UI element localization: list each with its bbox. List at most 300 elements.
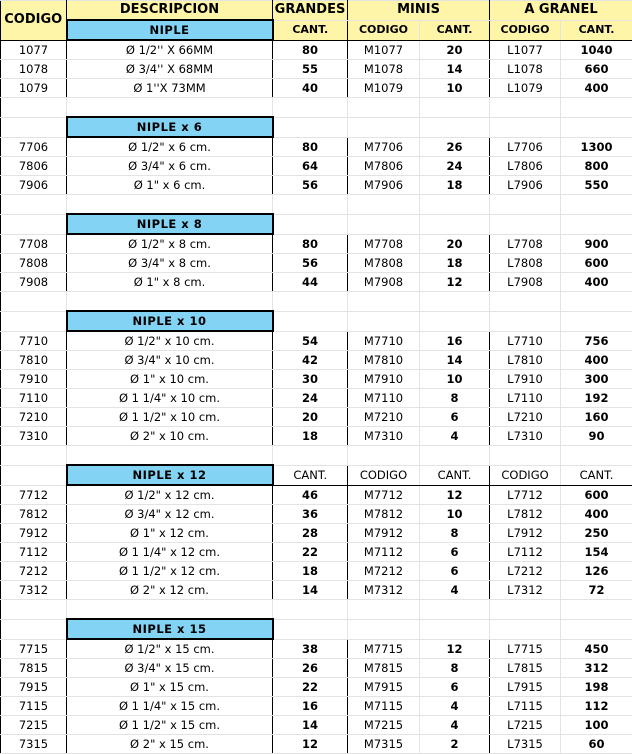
table-row: [1, 389, 632, 408]
cell-descripcion: Ø 1/2" x 6 cm.: [67, 137, 273, 157]
header-descripcion: DESCRIPCION: [67, 1, 273, 21]
cell-minis-codigo: M1077: [348, 40, 420, 60]
cell-minis-cant: 18: [420, 254, 490, 273]
section-title: NIPLE x 8: [67, 214, 273, 234]
table-row: [1, 543, 632, 562]
cell-granel-codigo: L7315: [490, 735, 561, 754]
cell-granel-cant: 900: [561, 234, 632, 254]
cell-granel-cant: 600: [561, 254, 632, 273]
table-row: [1, 137, 632, 157]
cell-granel-codigo: L7912: [490, 524, 561, 543]
cell-granel-cant: 198: [561, 678, 632, 697]
empty-cell: [348, 195, 420, 215]
table-row: [1, 659, 632, 678]
table-row: [1, 157, 632, 176]
section-title-niple: NIPLE: [67, 20, 273, 40]
empty-cell: [420, 214, 490, 234]
empty-cell: [561, 292, 632, 312]
empty-cell: [348, 311, 420, 331]
subheader-cell: CANT.: [561, 465, 632, 485]
cell-minis-codigo: M7812: [348, 505, 420, 524]
cell-codigo: 7112: [1, 543, 67, 562]
empty-cell: [490, 98, 561, 118]
table-body: [1, 1, 632, 754]
empty-cell: [561, 195, 632, 215]
cell-grandes-cant: 54: [273, 331, 348, 351]
cell-granel-codigo: L7908: [490, 273, 561, 292]
cell-grandes-cant: 22: [273, 678, 348, 697]
cell-minis-codigo: M7312: [348, 581, 420, 600]
empty-cell: [348, 446, 420, 466]
header-grandes: GRANDES: [273, 1, 348, 21]
empty-cell: [561, 446, 632, 466]
cell-descripcion: Ø 1/2" x 10 cm.: [67, 331, 273, 351]
empty-cell: [561, 619, 632, 639]
table-row: [1, 254, 632, 273]
cell-descripcion: Ø 3/4" x 12 cm.: [67, 505, 273, 524]
cell-minis-codigo: M7810: [348, 351, 420, 370]
cell-minis-codigo: M7112: [348, 543, 420, 562]
cell-codigo: 7912: [1, 524, 67, 543]
cell-granel-codigo: L7210: [490, 408, 561, 427]
section-title-row: [1, 619, 632, 639]
cell-granel-cant: 400: [561, 505, 632, 524]
empty-cell: [420, 98, 490, 118]
cell-minis-codigo: M7315: [348, 735, 420, 754]
cell-codigo: 7806: [1, 157, 67, 176]
cell-grandes-cant: 14: [273, 581, 348, 600]
cell-grandes-cant: 64: [273, 157, 348, 176]
empty-cell: [420, 292, 490, 312]
table-row: [1, 79, 632, 98]
empty-cell: [67, 446, 273, 466]
cell-codigo: 7815: [1, 659, 67, 678]
cell-granel-cant: 400: [561, 351, 632, 370]
section-title: NIPLE x 6: [67, 117, 273, 137]
cell-descripcion: Ø 1" x 10 cm.: [67, 370, 273, 389]
cell-minis-cant: 10: [420, 370, 490, 389]
empty-cell: [67, 600, 273, 620]
cell-minis-cant: 6: [420, 562, 490, 581]
cell-descripcion: Ø 1/2" x 15 cm.: [67, 639, 273, 659]
cell-minis-codigo: M7806: [348, 157, 420, 176]
cell-descripcion: Ø 1 1/2" x 15 cm.: [67, 716, 273, 735]
subheader-cell: CODIGO: [490, 465, 561, 485]
cell-descripcion: Ø 2" x 15 cm.: [67, 735, 273, 754]
cell-descripcion: Ø 1/2" x 8 cm.: [67, 234, 273, 254]
cell-minis-codigo: M7908: [348, 273, 420, 292]
empty-cell: [561, 98, 632, 118]
table-row: [1, 562, 632, 581]
cell-granel-codigo: L7112: [490, 543, 561, 562]
cell-minis-cant: 20: [420, 234, 490, 254]
cell-granel-cant: 60: [561, 735, 632, 754]
cell-granel-cant: 72: [561, 581, 632, 600]
cell-grandes-cant: 24: [273, 389, 348, 408]
empty-cell: [561, 600, 632, 620]
cell-grandes-cant: 80: [273, 234, 348, 254]
table-row: [1, 639, 632, 659]
spacer-row: [1, 195, 632, 215]
cell-minis-cant: 4: [420, 716, 490, 735]
cell-granel-cant: 100: [561, 716, 632, 735]
cell-minis-codigo: M7710: [348, 331, 420, 351]
table-row: [1, 427, 632, 446]
cell-minis-codigo: M7706: [348, 137, 420, 157]
cell-granel-cant: 312: [561, 659, 632, 678]
cell-minis-codigo: M7815: [348, 659, 420, 678]
header-codigo: CODIGO: [1, 1, 67, 41]
cell-codigo: 7710: [1, 331, 67, 351]
empty-cell: [348, 214, 420, 234]
cell-descripcion: Ø 3/4'' X 68MM: [67, 60, 273, 79]
section-title-row: [1, 311, 632, 331]
cell-descripcion: Ø 1 1/2" x 12 cm.: [67, 562, 273, 581]
cell-minis-cant: 10: [420, 505, 490, 524]
cell-descripcion: Ø 2" x 10 cm.: [67, 427, 273, 446]
cell-grandes-cant: 44: [273, 273, 348, 292]
empty-cell: [1, 292, 67, 312]
cell-granel-cant: 126: [561, 562, 632, 581]
cell-codigo: 7910: [1, 370, 67, 389]
cell-granel-cant: 450: [561, 639, 632, 659]
cell-minis-codigo: M7115: [348, 697, 420, 716]
cell-granel-codigo: L7708: [490, 234, 561, 254]
cell-granel-codigo: L7808: [490, 254, 561, 273]
cell-granel-codigo: L7706: [490, 137, 561, 157]
cell-minis-codigo: M7110: [348, 389, 420, 408]
cell-granel-cant: 250: [561, 524, 632, 543]
cell-granel-codigo: L7712: [490, 485, 561, 505]
cell-minis-cant: 12: [420, 639, 490, 659]
cell-granel-codigo: L7212: [490, 562, 561, 581]
empty-cell: [490, 214, 561, 234]
empty-cell: [348, 600, 420, 620]
cell-granel-codigo: L7710: [490, 331, 561, 351]
cell-granel-codigo: L7910: [490, 370, 561, 389]
header-row-sub: [1, 20, 632, 40]
empty-cell: [420, 117, 490, 137]
cell-minis-cant: 8: [420, 524, 490, 543]
cell-codigo: 7708: [1, 234, 67, 254]
header-grandes-cant: CANT.: [273, 20, 348, 40]
empty-cell: [1, 311, 67, 331]
cell-minis-codigo: M1079: [348, 79, 420, 98]
cell-minis-cant: 12: [420, 485, 490, 505]
cell-granel-cant: 112: [561, 697, 632, 716]
empty-cell: [1, 600, 67, 620]
empty-cell: [420, 600, 490, 620]
cell-granel-cant: 400: [561, 79, 632, 98]
empty-cell: [348, 292, 420, 312]
cell-descripcion: Ø 1" x 12 cm.: [67, 524, 273, 543]
table-row: [1, 176, 632, 195]
cell-minis-codigo: M1078: [348, 60, 420, 79]
cell-grandes-cant: 42: [273, 351, 348, 370]
cell-granel-cant: 1040: [561, 40, 632, 60]
empty-cell: [490, 292, 561, 312]
cell-grandes-cant: 20: [273, 408, 348, 427]
cell-codigo: 7712: [1, 485, 67, 505]
table-row: [1, 716, 632, 735]
cell-minis-cant: 6: [420, 678, 490, 697]
empty-cell: [1, 195, 67, 215]
header-row-top: [1, 1, 632, 21]
table-row: [1, 351, 632, 370]
cell-granel-cant: 1300: [561, 137, 632, 157]
cell-granel-codigo: L7110: [490, 389, 561, 408]
section-title: NIPLE x 15: [67, 619, 273, 639]
cell-grandes-cant: 38: [273, 639, 348, 659]
section-title: NIPLE x 12: [67, 465, 273, 485]
empty-cell: [561, 311, 632, 331]
cell-descripcion: Ø 2" x 12 cm.: [67, 581, 273, 600]
empty-cell: [561, 214, 632, 234]
cell-granel-cant: 160: [561, 408, 632, 427]
cell-granel-cant: 800: [561, 157, 632, 176]
empty-cell: [273, 292, 348, 312]
table-row: [1, 234, 632, 254]
spacer-row: [1, 292, 632, 312]
cell-minis-cant: 2: [420, 735, 490, 754]
cell-granel-cant: 300: [561, 370, 632, 389]
cell-granel-cant: 90: [561, 427, 632, 446]
cell-descripcion: Ø 1/2" x 12 cm.: [67, 485, 273, 505]
table-row: [1, 505, 632, 524]
empty-cell: [273, 214, 348, 234]
empty-cell: [67, 195, 273, 215]
cell-descripcion: Ø 1 1/4" x 10 cm.: [67, 389, 273, 408]
cell-granel-cant: 550: [561, 176, 632, 195]
empty-cell: [490, 446, 561, 466]
cell-granel-cant: 756: [561, 331, 632, 351]
empty-cell: [420, 311, 490, 331]
header-minis-cant: CANT.: [420, 20, 490, 40]
cell-descripcion: Ø 1 1/4" x 12 cm.: [67, 543, 273, 562]
table-row: [1, 273, 632, 292]
cell-granel-cant: 400: [561, 273, 632, 292]
cell-codigo: 7706: [1, 137, 67, 157]
table-row: [1, 40, 632, 60]
cell-grandes-cant: 30: [273, 370, 348, 389]
cell-grandes-cant: 56: [273, 254, 348, 273]
empty-cell: [1, 465, 67, 485]
cell-granel-codigo: L7915: [490, 678, 561, 697]
empty-cell: [420, 195, 490, 215]
cell-minis-codigo: M7712: [348, 485, 420, 505]
cell-codigo: 7115: [1, 697, 67, 716]
header-granel: A GRANEL: [490, 1, 632, 21]
section-title-row: [1, 465, 632, 485]
cell-minis-codigo: M7708: [348, 234, 420, 254]
cell-minis-codigo: M7808: [348, 254, 420, 273]
cell-minis-cant: 6: [420, 408, 490, 427]
empty-cell: [348, 619, 420, 639]
subheader-cell: CODIGO: [348, 465, 420, 485]
cell-minis-cant: 24: [420, 157, 490, 176]
cell-grandes-cant: 46: [273, 485, 348, 505]
cell-granel-codigo: L7906: [490, 176, 561, 195]
empty-cell: [561, 117, 632, 137]
empty-cell: [490, 311, 561, 331]
cell-codigo: 7212: [1, 562, 67, 581]
cell-minis-codigo: M7310: [348, 427, 420, 446]
cell-minis-codigo: M7215: [348, 716, 420, 735]
empty-cell: [273, 619, 348, 639]
cell-codigo: 7812: [1, 505, 67, 524]
table-row: [1, 370, 632, 389]
header-granel-cant: CANT.: [561, 20, 632, 40]
cell-descripcion: Ø 3/4" x 6 cm.: [67, 157, 273, 176]
cell-grandes-cant: 16: [273, 697, 348, 716]
cell-descripcion: Ø 1 1/2" x 10 cm.: [67, 408, 273, 427]
cell-granel-codigo: L1077: [490, 40, 561, 60]
cell-grandes-cant: 14: [273, 716, 348, 735]
cell-granel-codigo: L7115: [490, 697, 561, 716]
empty-cell: [1, 446, 67, 466]
cell-grandes-cant: 18: [273, 427, 348, 446]
cell-codigo: 7808: [1, 254, 67, 273]
empty-cell: [273, 311, 348, 331]
empty-cell: [1, 619, 67, 639]
empty-cell: [1, 98, 67, 118]
cell-minis-cant: 6: [420, 543, 490, 562]
cell-descripcion: Ø 3/4" x 8 cm.: [67, 254, 273, 273]
cell-codigo: 7210: [1, 408, 67, 427]
cell-granel-codigo: L7715: [490, 639, 561, 659]
cell-descripcion: Ø 1 1/4" x 15 cm.: [67, 697, 273, 716]
cell-descripcion: Ø 1/2'' X 66MM: [67, 40, 273, 60]
empty-cell: [490, 117, 561, 137]
cell-grandes-cant: 18: [273, 562, 348, 581]
header-minis-codigo: CODIGO: [348, 20, 420, 40]
cell-minis-cant: 8: [420, 389, 490, 408]
cell-minis-cant: 4: [420, 581, 490, 600]
cell-grandes-cant: 80: [273, 40, 348, 60]
cell-grandes-cant: 80: [273, 137, 348, 157]
cell-grandes-cant: 56: [273, 176, 348, 195]
empty-cell: [273, 117, 348, 137]
cell-codigo: 7315: [1, 735, 67, 754]
cell-granel-cant: 600: [561, 485, 632, 505]
cell-grandes-cant: 22: [273, 543, 348, 562]
cell-granel-codigo: L7806: [490, 157, 561, 176]
section-title-row: [1, 214, 632, 234]
cell-codigo: 1077: [1, 40, 67, 60]
subheader-cell: CANT.: [420, 465, 490, 485]
cell-minis-cant: 26: [420, 137, 490, 157]
empty-cell: [67, 292, 273, 312]
table-row: [1, 408, 632, 427]
cell-minis-cant: 8: [420, 659, 490, 678]
header-granel-codigo: CODIGO: [490, 20, 561, 40]
empty-cell: [420, 619, 490, 639]
table-row: [1, 581, 632, 600]
cell-codigo: 7215: [1, 716, 67, 735]
empty-cell: [348, 98, 420, 118]
cell-minis-cant: 20: [420, 40, 490, 60]
section-title: NIPLE x 10: [67, 311, 273, 331]
cell-descripcion: Ø 1" x 6 cm.: [67, 176, 273, 195]
cell-granel-cant: 154: [561, 543, 632, 562]
cell-codigo: 1079: [1, 79, 67, 98]
subheader-cell: CANT.: [273, 465, 348, 485]
cell-grandes-cant: 12: [273, 735, 348, 754]
table-row: [1, 697, 632, 716]
cell-minis-codigo: M7915: [348, 678, 420, 697]
cell-granel-cant: 192: [561, 389, 632, 408]
empty-cell: [1, 214, 67, 234]
empty-cell: [1, 117, 67, 137]
table-row: [1, 485, 632, 505]
cell-codigo: 7908: [1, 273, 67, 292]
spacer-row: [1, 446, 632, 466]
cell-minis-codigo: M7912: [348, 524, 420, 543]
cell-codigo: 7810: [1, 351, 67, 370]
cell-codigo: 7312: [1, 581, 67, 600]
empty-cell: [420, 446, 490, 466]
cell-granel-cant: 660: [561, 60, 632, 79]
section-title-row: [1, 117, 632, 137]
cell-granel-codigo: L7810: [490, 351, 561, 370]
cell-minis-cant: 4: [420, 427, 490, 446]
empty-cell: [490, 195, 561, 215]
cell-minis-codigo: M7910: [348, 370, 420, 389]
empty-cell: [273, 446, 348, 466]
cell-descripcion: Ø 3/4" x 10 cm.: [67, 351, 273, 370]
cell-codigo: 7715: [1, 639, 67, 659]
empty-cell: [273, 195, 348, 215]
cell-descripcion: Ø 1" x 8 cm.: [67, 273, 273, 292]
empty-cell: [490, 619, 561, 639]
cell-grandes-cant: 40: [273, 79, 348, 98]
cell-granel-codigo: L7815: [490, 659, 561, 678]
cell-grandes-cant: 26: [273, 659, 348, 678]
empty-cell: [348, 117, 420, 137]
cell-minis-cant: 12: [420, 273, 490, 292]
cell-codigo: 7915: [1, 678, 67, 697]
cell-minis-codigo: M7715: [348, 639, 420, 659]
table-row: [1, 524, 632, 543]
cell-granel-codigo: L7310: [490, 427, 561, 446]
spacer-row: [1, 600, 632, 620]
cell-minis-cant: 14: [420, 351, 490, 370]
cell-minis-cant: 10: [420, 79, 490, 98]
cell-granel-codigo: L7812: [490, 505, 561, 524]
cell-minis-cant: 4: [420, 697, 490, 716]
cell-grandes-cant: 36: [273, 505, 348, 524]
table-row: [1, 735, 632, 754]
cell-codigo: 1078: [1, 60, 67, 79]
empty-cell: [273, 600, 348, 620]
cell-codigo: 7906: [1, 176, 67, 195]
cell-minis-codigo: M7906: [348, 176, 420, 195]
table-row: [1, 60, 632, 79]
empty-cell: [490, 600, 561, 620]
cell-minis-cant: 18: [420, 176, 490, 195]
cell-granel-codigo: L7312: [490, 581, 561, 600]
cell-minis-codigo: M7212: [348, 562, 420, 581]
empty-cell: [273, 98, 348, 118]
cell-grandes-cant: 55: [273, 60, 348, 79]
table-row: [1, 331, 632, 351]
cell-granel-codigo: L1078: [490, 60, 561, 79]
cell-granel-codigo: L7215: [490, 716, 561, 735]
table-row: [1, 678, 632, 697]
cell-minis-cant: 16: [420, 331, 490, 351]
header-minis: MINIS: [348, 1, 490, 21]
cell-codigo: 7310: [1, 427, 67, 446]
